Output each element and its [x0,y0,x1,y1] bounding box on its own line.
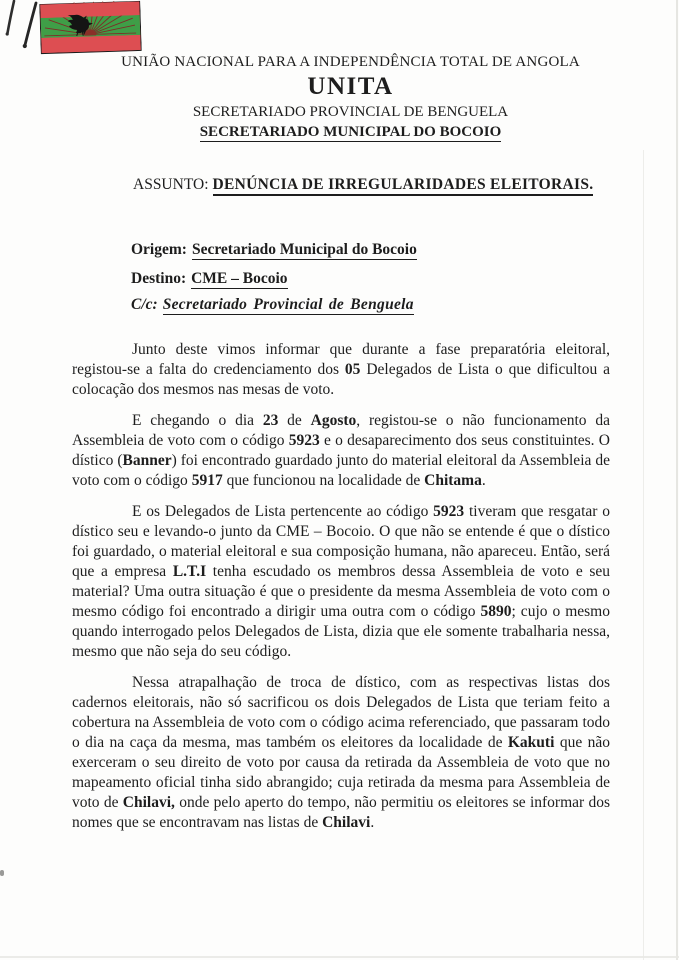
party-acronym: UNITA [307,73,394,100]
paper-bottom-edge [0,956,679,958]
paper-fold-line [643,150,644,960]
municipal-secretariat: SECRETARIADO MUNICIPAL DO BOCOIO [199,124,502,140]
paragraph: Junto deste vimos informar que durante a fase preparatória eleitoral, registou-se a falta do credenciamento dos 05 Delegados de Lista o que dificultou a colocação dos mesmos nas mesas de voto. [72,341,610,398]
letter-body [72,340,610,844]
provincial-secretariat: SECRETARIADO PROVINCIAL DE BENGUELA [192,104,509,120]
paper-right-edge [676,0,678,960]
origem-label: Origem: [131,241,187,258]
scan-speck [0,870,4,876]
origem-value: Secretariado Municipal do Bocoio [191,241,417,258]
destino-label: Destino: [131,270,187,287]
paragraph: E os Delegados de Lista pertencente ao código 5923 tiveram que resgatar o dístico seu e levando-o junto da CME – Bocoio. O que não se entende é que o dístico foi guardado, o material eleitoral e sua composição humana, não apareceu. Então, será que a empresa L.T.I tenha escudado os membros dessa Assembleia de voto e seu material? Uma outra situação é que o presidente da mesma Assembleia de voto com o mesmo código foi encontrado a dirigir uma outra com o código 5890; cujo o mesmo quando interrogado pelos Delegados de Lista, dizia que ele somente trabalharia nessa, mesmo que não seja do seu código. [72,503,611,660]
origem-line [131,241,417,259]
paragraph: E chegando o dia 23 de Agosto, registou-se o não funcionamento da Assembleia de voto com o código 5923 e o desaparecimento dos seus constituintes. O dístico (Banner) foi encontrado guardado junto do material eleitoral da Assembleia de voto com o código 5917 que funcionou na localidade de Chitama. [72,412,610,489]
subject-label: ASSUNTO: [133,176,209,193]
subject-line [133,176,593,194]
paragraph: Nessa atrapalhação de troca de dístico, com as respectivas listas dos cadernos eleitorais, não só sacrificou os dois Delegados de Lista que teriam feito a cobertura na Assembleia de voto com o código acima referenciado, que passaram todo o dia na caça da mesma, mas também os eleitores da localidade de Kakuti que não exerceram o seu direito de voto por causa da retirada da Assembleia de voto que no mapeamento oficial tinha sido abrangido; cuja retirada da mesma para Assembleia de voto de Chilavi, onde pelo aperto do tempo, não permitiu os eleitores se informar dos nomes que se encontravam nas listas de Chilavi. [72,674,611,831]
cc-label: C/c: [131,296,158,313]
destino-line [131,270,288,288]
letterhead [0,53,679,142]
cc-line [131,296,414,314]
cc-value: Secretariado Provincial de Benguela [162,296,414,313]
org-name-line: UNIÃO NACIONAL PARA A INDEPENDÊNCIA TOTAL DE ANGOLA [121,54,580,70]
subject-value: DENÚNCIA DE IRREGULARIDADES ELEITORAIS. [213,176,594,196]
unita-flag [39,0,142,54]
destino-value: CME – Bocoio [191,270,288,287]
